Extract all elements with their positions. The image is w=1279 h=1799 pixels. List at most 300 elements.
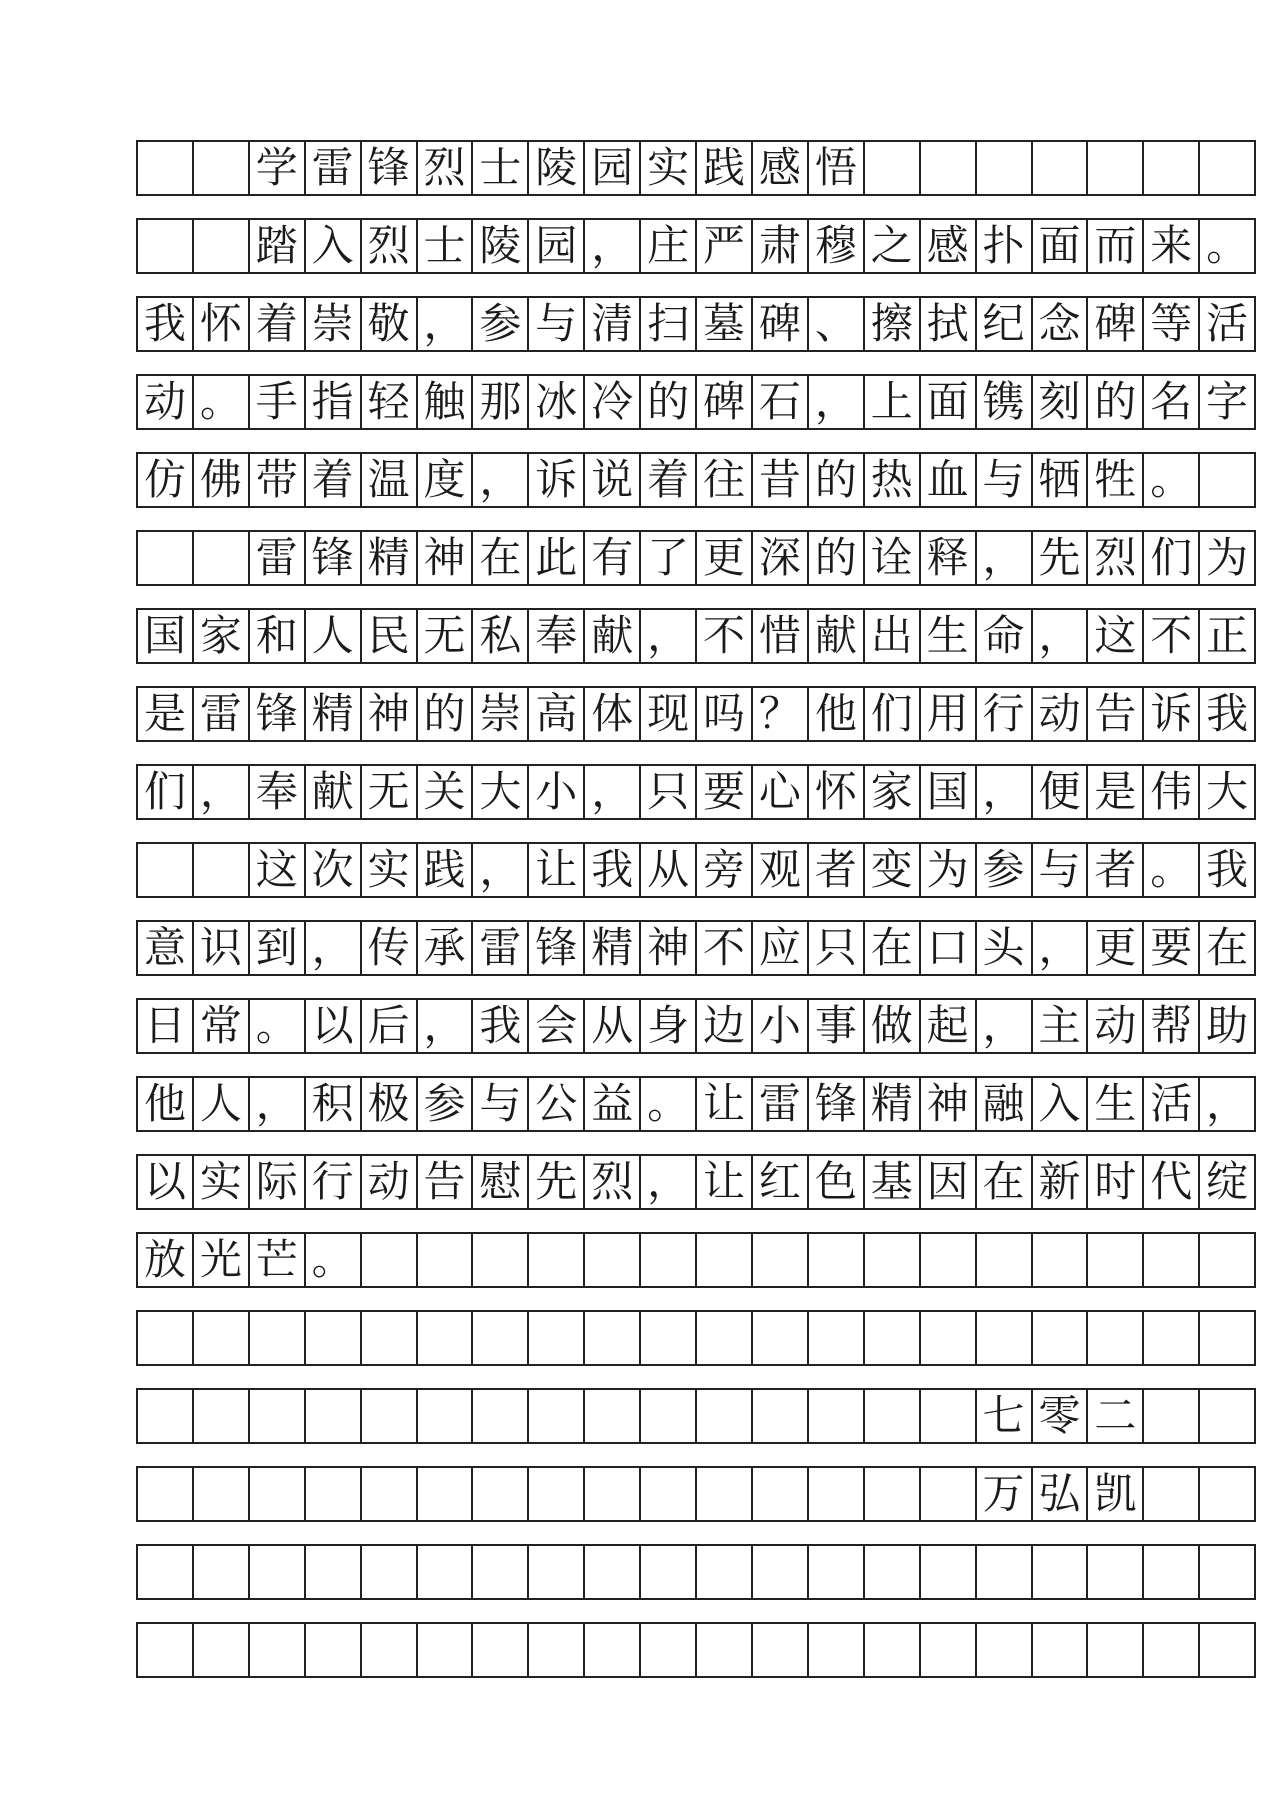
grid-cell: 大 — [473, 766, 529, 818]
grid-cell — [194, 1390, 250, 1442]
grid-cell: ， — [977, 766, 1033, 818]
grid-cell: 肃 — [753, 220, 809, 272]
grid-cell: 冰 — [529, 376, 585, 428]
grid-cell: 的 — [809, 532, 865, 584]
grid-cell: 无 — [418, 610, 474, 662]
grid-cell: 让 — [697, 1156, 753, 1208]
grid-cell — [138, 1546, 194, 1598]
grid-cell: 精 — [306, 688, 362, 740]
grid-cell — [977, 142, 1033, 194]
grid-cell — [362, 1390, 418, 1442]
grid-cell: 观 — [753, 844, 809, 896]
grid-cell: 这 — [1088, 610, 1144, 662]
grid-cell: 园 — [529, 220, 585, 272]
grid-cell: 精 — [585, 922, 641, 974]
grid-cell: 现 — [641, 688, 697, 740]
grid-cell: 有 — [585, 532, 641, 584]
grid-cell: 是 — [1088, 766, 1144, 818]
grid-cell: 手 — [250, 376, 306, 428]
grid-cell: 面 — [921, 376, 977, 428]
essay-line — [136, 686, 1256, 742]
essay-line — [136, 1076, 1256, 1132]
grid-cell: 念 — [1033, 298, 1089, 350]
grid-cell: 感 — [921, 220, 977, 272]
grid-cell: ？ — [753, 688, 809, 740]
grid-cell: ， — [585, 766, 641, 818]
grid-cell: 民 — [362, 610, 418, 662]
grid-cell — [753, 1468, 809, 1520]
grid-cell: 的 — [641, 376, 697, 428]
grid-cell — [138, 1624, 194, 1676]
grid-cell: 牺 — [1033, 454, 1089, 506]
grid-cell: 度 — [418, 454, 474, 506]
grid-cell: 实 — [194, 1156, 250, 1208]
grid-cell: 扑 — [977, 220, 1033, 272]
grid-cell: 我 — [585, 844, 641, 896]
grid-cell: 实 — [362, 844, 418, 896]
grid-cell: ， — [418, 298, 474, 350]
grid-cell — [194, 844, 250, 896]
grid-cell — [250, 1624, 306, 1676]
grid-cell — [362, 1624, 418, 1676]
grid-cell: ， — [473, 454, 529, 506]
grid-cell — [1144, 1390, 1200, 1442]
grid-cell: 放 — [138, 1234, 194, 1286]
grid-cell — [250, 1390, 306, 1442]
essay-line — [136, 608, 1256, 664]
grid-cell: 正 — [1200, 610, 1256, 662]
grid-cell: ， — [585, 220, 641, 272]
grid-cell — [585, 1312, 641, 1364]
grid-cell: 融 — [977, 1078, 1033, 1130]
grid-cell: ， — [1033, 610, 1089, 662]
grid-cell — [138, 142, 194, 194]
grid-cell — [585, 1624, 641, 1676]
grid-cell — [977, 1312, 1033, 1364]
grid-cell: 生 — [921, 610, 977, 662]
grid-cell: 园 — [585, 142, 641, 194]
grid-cell: 伟 — [1144, 766, 1200, 818]
grid-cell: 着 — [641, 454, 697, 506]
grid-cell: 牲 — [1088, 454, 1144, 506]
grid-cell — [641, 1546, 697, 1598]
grid-cell — [697, 1546, 753, 1598]
grid-cell — [641, 1312, 697, 1364]
grid-cell: 献 — [306, 766, 362, 818]
grid-cell: 要 — [1144, 922, 1200, 974]
grid-cell: 不 — [1144, 610, 1200, 662]
grid-cell: 口 — [921, 922, 977, 974]
grid-cell: 践 — [697, 142, 753, 194]
signature-name-char: 凯 — [1088, 1468, 1144, 1520]
grid-cell: 他 — [138, 1078, 194, 1130]
grid-cell: 私 — [473, 610, 529, 662]
essay-line — [136, 1232, 1256, 1288]
grid-cell — [194, 1312, 250, 1364]
grid-cell — [753, 1624, 809, 1676]
grid-cell — [1088, 142, 1144, 194]
grid-cell: 士 — [418, 220, 474, 272]
grid-cell — [1200, 454, 1256, 506]
grid-cell — [921, 1624, 977, 1676]
grid-cell — [585, 1234, 641, 1286]
signature-class-char: 七 — [977, 1390, 1033, 1442]
grid-cell — [1033, 1546, 1089, 1598]
grid-cell: 动 — [1033, 688, 1089, 740]
grid-cell: 这 — [250, 844, 306, 896]
grid-cell — [921, 1390, 977, 1442]
grid-cell — [585, 1468, 641, 1520]
grid-cell: 家 — [865, 766, 921, 818]
grid-cell: 只 — [809, 922, 865, 974]
grid-cell — [809, 1624, 865, 1676]
grid-cell: 参 — [977, 844, 1033, 896]
grid-cell: 轻 — [362, 376, 418, 428]
grid-cell: 大 — [1200, 766, 1256, 818]
grid-cell: ， — [418, 1000, 474, 1052]
grid-cell: 烈 — [1088, 532, 1144, 584]
grid-cell — [306, 1624, 362, 1676]
grid-cell: 代 — [1144, 1156, 1200, 1208]
grid-cell — [250, 1312, 306, 1364]
grid-cell — [921, 1468, 977, 1520]
grid-cell — [529, 1546, 585, 1598]
grid-cell — [138, 532, 194, 584]
grid-cell: 入 — [306, 220, 362, 272]
grid-cell: 悟 — [809, 142, 865, 194]
grid-cell: 们 — [865, 688, 921, 740]
grid-cell — [1144, 1312, 1200, 1364]
grid-cell: 芒 — [250, 1234, 306, 1286]
grid-cell: 我 — [138, 298, 194, 350]
grid-cell: 等 — [1144, 298, 1200, 350]
grid-cell: 者 — [1088, 844, 1144, 896]
grid-cell: 和 — [250, 610, 306, 662]
grid-cell: 与 — [1033, 844, 1089, 896]
grid-cell — [194, 1468, 250, 1520]
grid-cell: 雷 — [250, 532, 306, 584]
grid-cell: 扫 — [641, 298, 697, 350]
grid-cell: 从 — [641, 844, 697, 896]
grid-cell: 更 — [1088, 922, 1144, 974]
grid-cell: 诠 — [865, 532, 921, 584]
grid-cell — [362, 1468, 418, 1520]
grid-cell — [585, 1546, 641, 1598]
grid-cell: 主 — [1033, 1000, 1089, 1052]
grid-cell: 以 — [306, 1000, 362, 1052]
grid-cell: 新 — [1033, 1156, 1089, 1208]
grid-cell — [697, 1390, 753, 1442]
grid-cell — [1200, 1546, 1256, 1598]
grid-cell — [921, 1546, 977, 1598]
grid-cell: 让 — [529, 844, 585, 896]
grid-cell: 做 — [865, 1000, 921, 1052]
grid-cell: 帮 — [1144, 1000, 1200, 1052]
grid-cell: 墓 — [697, 298, 753, 350]
grid-cell: 崇 — [306, 298, 362, 350]
grid-cell: 先 — [1033, 532, 1089, 584]
grid-cell — [306, 1546, 362, 1598]
grid-cell — [809, 1234, 865, 1286]
grid-cell — [473, 1468, 529, 1520]
signature-class-row — [136, 1388, 1256, 1444]
grid-cell — [865, 1624, 921, 1676]
grid-cell: 活 — [1200, 298, 1256, 350]
grid-cell: 锋 — [362, 142, 418, 194]
essay-line — [136, 452, 1256, 508]
grid-cell: 冷 — [585, 376, 641, 428]
grid-cell — [418, 1312, 474, 1364]
grid-cell: 意 — [138, 922, 194, 974]
grid-cell — [1200, 1468, 1256, 1520]
grid-cell: 益 — [585, 1078, 641, 1130]
grid-cell — [809, 1468, 865, 1520]
grid-cell: 那 — [473, 376, 529, 428]
grid-cell — [865, 1468, 921, 1520]
grid-cell: 传 — [362, 922, 418, 974]
grid-cell — [865, 1390, 921, 1442]
grid-cell — [529, 1312, 585, 1364]
grid-cell: 便 — [1033, 766, 1089, 818]
grid-cell — [306, 1312, 362, 1364]
grid-cell: 人 — [194, 1078, 250, 1130]
signature-name-row — [136, 1466, 1256, 1522]
grid-cell: 时 — [1088, 1156, 1144, 1208]
grid-cell: 烈 — [362, 220, 418, 272]
grid-cell: 穆 — [809, 220, 865, 272]
grid-cell: 雷 — [306, 142, 362, 194]
grid-cell: 慰 — [473, 1156, 529, 1208]
grid-cell: 碑 — [1088, 298, 1144, 350]
grid-cell: 命 — [977, 610, 1033, 662]
grid-cell: 碑 — [697, 376, 753, 428]
grid-cell — [473, 1312, 529, 1364]
grid-cell: ， — [977, 1000, 1033, 1052]
grid-cell: 旁 — [697, 844, 753, 896]
essay-line — [136, 998, 1256, 1054]
essay-line — [136, 764, 1256, 820]
grid-cell — [641, 1390, 697, 1442]
grid-cell: 极 — [362, 1078, 418, 1130]
grid-cell — [1033, 1234, 1089, 1286]
grid-cell: 。 — [306, 1234, 362, 1286]
grid-cell: 敬 — [362, 298, 418, 350]
grid-cell — [753, 1312, 809, 1364]
grid-cell: 家 — [194, 610, 250, 662]
essay-line — [136, 1544, 1256, 1600]
grid-cell: 吗 — [697, 688, 753, 740]
grid-cell: 边 — [697, 1000, 753, 1052]
grid-cell: 践 — [418, 844, 474, 896]
grid-cell — [194, 1624, 250, 1676]
grid-cell: 是 — [138, 688, 194, 740]
grid-cell: 我 — [1200, 844, 1256, 896]
essay-line — [136, 218, 1256, 274]
grid-cell — [418, 1624, 474, 1676]
grid-cell: 在 — [473, 532, 529, 584]
grid-cell: 不 — [697, 610, 753, 662]
grid-cell: 日 — [138, 1000, 194, 1052]
grid-cell — [753, 1546, 809, 1598]
grid-cell: 与 — [473, 1078, 529, 1130]
grid-cell — [529, 1234, 585, 1286]
grid-cell: 碑 — [753, 298, 809, 350]
grid-cell — [1144, 1468, 1200, 1520]
grid-cell: 字 — [1200, 376, 1256, 428]
grid-cell: 诉 — [529, 454, 585, 506]
essay-line — [136, 1622, 1256, 1678]
grid-cell: 崇 — [473, 688, 529, 740]
grid-cell: 人 — [306, 610, 362, 662]
grid-cell: 血 — [921, 454, 977, 506]
grid-cell — [250, 1546, 306, 1598]
grid-cell — [977, 1234, 1033, 1286]
grid-cell — [865, 1546, 921, 1598]
grid-cell: 次 — [306, 844, 362, 896]
grid-cell — [921, 1234, 977, 1286]
grid-cell: 承 — [418, 922, 474, 974]
grid-cell: 高 — [529, 688, 585, 740]
grid-cell: 名 — [1144, 376, 1200, 428]
grid-cell: 精 — [362, 532, 418, 584]
grid-cell — [138, 1468, 194, 1520]
grid-cell: 拭 — [921, 298, 977, 350]
grid-cell — [1200, 1234, 1256, 1286]
grid-cell: 与 — [977, 454, 1033, 506]
grid-cell: 与 — [529, 298, 585, 350]
grid-cell — [865, 1312, 921, 1364]
grid-cell: 带 — [250, 454, 306, 506]
grid-cell: 献 — [585, 610, 641, 662]
grid-cell: 告 — [418, 1156, 474, 1208]
grid-cell — [1200, 1312, 1256, 1364]
grid-cell: 告 — [1088, 688, 1144, 740]
grid-cell: 从 — [585, 1000, 641, 1052]
grid-cell — [362, 1234, 418, 1286]
grid-cell — [753, 1234, 809, 1286]
grid-cell — [418, 1468, 474, 1520]
grid-cell: 者 — [809, 844, 865, 896]
grid-cell: ， — [1200, 1078, 1256, 1130]
grid-cell: 神 — [921, 1078, 977, 1130]
grid-cell: ， — [977, 532, 1033, 584]
grid-cell — [1144, 1624, 1200, 1676]
grid-cell: 着 — [306, 454, 362, 506]
grid-cell — [809, 1546, 865, 1598]
grid-cell — [418, 1234, 474, 1286]
grid-cell: 基 — [865, 1156, 921, 1208]
grid-cell: 起 — [921, 1000, 977, 1052]
grid-cell: 识 — [194, 922, 250, 974]
grid-cell — [641, 1624, 697, 1676]
grid-cell — [250, 1468, 306, 1520]
grid-cell — [921, 1312, 977, 1364]
grid-cell — [1088, 1312, 1144, 1364]
grid-cell — [1144, 1234, 1200, 1286]
grid-cell: 怀 — [194, 298, 250, 350]
grid-cell: 着 — [250, 298, 306, 350]
grid-cell — [1088, 1546, 1144, 1598]
grid-cell: 。 — [250, 1000, 306, 1052]
grid-cell — [921, 142, 977, 194]
grid-cell: 、 — [809, 298, 865, 350]
grid-cell: 出 — [865, 610, 921, 662]
grid-cell: 的 — [418, 688, 474, 740]
grid-cell — [641, 1468, 697, 1520]
grid-cell: 奉 — [250, 766, 306, 818]
grid-cell — [753, 1390, 809, 1442]
grid-cell: 献 — [809, 610, 865, 662]
grid-cell: 生 — [1088, 1078, 1144, 1130]
grid-cell — [194, 1546, 250, 1598]
grid-cell — [194, 142, 250, 194]
grid-cell: 为 — [921, 844, 977, 896]
signature-class-char: 二 — [1088, 1390, 1144, 1442]
grid-cell — [138, 1312, 194, 1364]
grid-cell: 清 — [585, 298, 641, 350]
grid-cell: 小 — [753, 1000, 809, 1052]
grid-cell: 神 — [418, 532, 474, 584]
grid-cell: 会 — [529, 1000, 585, 1052]
grid-cell: 的 — [809, 454, 865, 506]
grid-cell: 身 — [641, 1000, 697, 1052]
grid-cell — [697, 1468, 753, 1520]
grid-cell: 我 — [1200, 688, 1256, 740]
grid-cell: 不 — [697, 922, 753, 974]
grid-cell: 精 — [865, 1078, 921, 1130]
grid-cell: 此 — [529, 532, 585, 584]
grid-cell: 入 — [1033, 1078, 1089, 1130]
grid-cell: 擦 — [865, 298, 921, 350]
grid-cell — [473, 1624, 529, 1676]
grid-cell — [1200, 142, 1256, 194]
grid-cell: 。 — [1144, 454, 1200, 506]
grid-cell: 的 — [1088, 376, 1144, 428]
grid-cell: 神 — [362, 688, 418, 740]
grid-cell: 昔 — [753, 454, 809, 506]
grid-cell: 而 — [1088, 220, 1144, 272]
grid-cell: 。 — [1144, 844, 1200, 896]
grid-cell — [641, 1234, 697, 1286]
grid-cell: 参 — [473, 298, 529, 350]
grid-cell: 了 — [641, 532, 697, 584]
grid-cell — [809, 1390, 865, 1442]
essay-line — [136, 842, 1256, 898]
grid-cell: 之 — [865, 220, 921, 272]
grid-cell: 奉 — [529, 610, 585, 662]
signature-class-char: 零 — [1033, 1390, 1089, 1442]
grid-cell: 积 — [306, 1078, 362, 1130]
grid-cell — [1088, 1234, 1144, 1286]
grid-cell: 常 — [194, 1000, 250, 1052]
grid-cell: 更 — [697, 532, 753, 584]
grid-cell: 学 — [250, 142, 306, 194]
grid-cell — [138, 844, 194, 896]
grid-cell: 变 — [865, 844, 921, 896]
grid-cell — [473, 1546, 529, 1598]
grid-cell: 仿 — [138, 454, 194, 506]
grid-cell: 石 — [753, 376, 809, 428]
grid-cell — [362, 1312, 418, 1364]
grid-cell: 刻 — [1033, 376, 1089, 428]
grid-cell: ， — [641, 1156, 697, 1208]
grid-cell — [977, 1624, 1033, 1676]
grid-cell: 面 — [1033, 220, 1089, 272]
grid-cell: 深 — [753, 532, 809, 584]
grid-cell: ， — [809, 376, 865, 428]
grid-cell: ， — [1033, 922, 1089, 974]
grid-cell: 来 — [1144, 220, 1200, 272]
